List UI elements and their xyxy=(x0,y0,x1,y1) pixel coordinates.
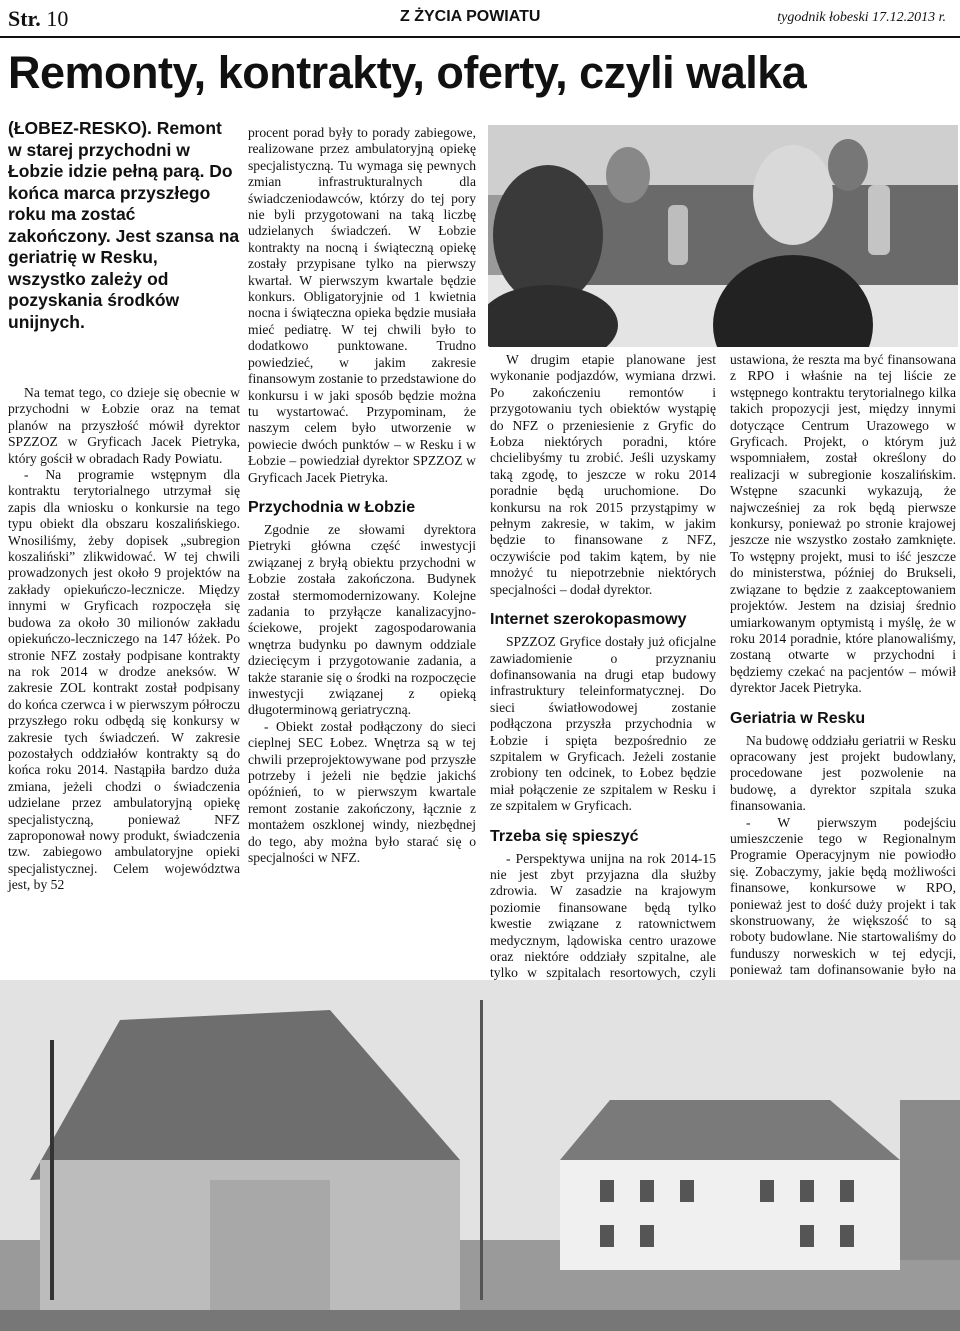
paragraph: Na temat tego, co dzieje się obecnie w przychodni w Łobzie oraz na temat planów na przyszłość mówił dyrektor SPZZOZ w Gryficach Jacek Pietryka, który gościł w obradach Rady Powiatu. xyxy=(8,385,240,466)
building-photo-image xyxy=(0,980,960,1331)
subhead-trzeba: Trzeba się spieszyć xyxy=(490,827,639,845)
paragraph: SPZZOZ Gryfice dostały już oficjalne zawiadomienie o przyznaniu dofinansowania na drugi etap budowy infrastruktury teleinformatycznej. Do sieci światłowodowej zostanie podłączona przyszła przychodnia w Łobzie i spięta bezpośrednio ze szpitalem w Gryficach. Jeżeli zostanie zrobiony ten odcinek, to Łobez będzie miał połączenie ze szpitalem w Resku i ze szpitalem w Gryficach. xyxy=(490,634,716,814)
paragraph: ustawiona, że reszta ma być finansowana z RPO i właśnie na tej liście ze wstępnego kontraktu terytorialnego kilka takich propozycji jest, między innymi dotyczące Centrum Urazowego w Gryficach. Projekt, o którym już wspomniałem, został określony do realizacji w subregionie koszalińskim. Wstępne szacunki wykazują, że najwcześniej za rok będą pierwsze konkursy, ponieważ po stronie krajowej jeszcze nie wszystko zostało zamknięte. To wstępny projekt, musi to iść jeszcze do ministerstwa, później do Brukseli, związane to będzie z zaakceptowaniem projektów. Jestem na dzisiaj średnio umiarkowanym optymistą i myślę, że w roku 2014 poradnie, które planowaliśmy, zostaną otwarte w przychodni i będziemy czekać na pacjentów – mówił dyrektor Jacek Pietryka. xyxy=(730,352,956,696)
building-photo xyxy=(0,980,960,1331)
page-prefix: Str. xyxy=(8,6,41,31)
paragraph: - Obiekt został podłączony do sieci cieplnej SEC Łobez. Wnętrza są w tej chwili przeprojektowywane pod przyszłe potrzeby i jeżeli nie będzie jakichś opóźnień, to w pierwszym kwartale remont zostanie zakończony, łącznie z montażem oszklonej windy, niezbędnej do tego, aby można było starać się o specjalności w NFZ. xyxy=(248,718,476,866)
meeting-photo-image xyxy=(488,125,958,347)
paragraph: procent porad były to porady zabiegowe, realizowane przez ambulatoryjną opiekę specjalistyczną. Tu wymaga się pewnych zmian infrastrukturalnych dla świadczeniodawców, którzy do tej pory nie byli przygotowani na taką liczbę udzielanych świadczeń. W Łobzie kontrakty na nocną i świąteczną opiekę zostały przypisane tylko na pierwszy kwartał. W pierwszym kwartale będzie konkurs. Obligatoryjnie od 1 kwietnia nocna i świąteczna opieka będzie musiała mieć pediatrę. W tej chwili było to dodatkowo punktowane. Trudno powiedzieć, w jakim zakresie finansowym zostanie to przedstawione do konkursu i w jaki sposób będzie można tu wystartować. Przypominam, że naszym celem było utworzenie w powiecie dwóch punktów – w Resku i w Łobzie – powiedział dyrektor SPZZOZ w Gryficach Jacek Pietryka. xyxy=(248,125,477,485)
header-rule xyxy=(0,36,960,38)
subhead-geriatria: Geriatria w Resku xyxy=(730,709,866,727)
column-2 xyxy=(248,125,476,866)
paragraph: Zgodnie ze słowami dyrektora Pietryki główna część inwestycji związanej z bryłą obiektu przychodni w Łobzie została zakończona. Budynek został stermomodernizowany. Kolejne zadania to przyłącze kanalizacyjno-ściekowe, projekt zagospodarowania wnętrza budynku po dawnym oddziale dziecięcym i przygotowanie zadania, a także staranie się o środki na rozpoczęcie inwestycji związanej z opieką długoterminową geriatryczną. xyxy=(248,521,476,718)
section-title: Z ŻYCIA POWIATU xyxy=(400,8,541,25)
paragraph: W drugim etapie planowane jest wykonanie podjazdów, wymiana drzwi. Po zakończeniu remontów i przygotowaniu tych obiektów wystąpię do NFZ o przeniesienie z Gryfic do Łobza niektórych poradni, które chcielibyśmy tu zrobić. Jeśli uzyskamy taką zgodę, to jeszcze w roku 2014 poradnie będą uruchomione. Do konkursu na rok 2015 przystąpimy w pełnym zakresie, w takim, w jakim będzie to finansowane z NFZ, oczywiście pod takim kątem, by nie mnożyć tu niepotrzebnie niektórych specjalności – dodał dyrektor. xyxy=(490,352,716,597)
column-4 xyxy=(730,352,956,1028)
subhead-przychodnia: Przychodnia w Łobzie xyxy=(248,498,416,516)
page-number xyxy=(8,6,68,32)
subhead-internet: Internet szerokopasmowy xyxy=(490,611,687,629)
page-header xyxy=(0,0,960,40)
column-3 xyxy=(490,352,716,1031)
paragraph: Na budowę oddziału geriatrii w Resku opracowany jest projekt budowlany, procedowane jest pozwolenie na budowę, a dyrektor szpitala szuka finansowania. xyxy=(730,732,956,814)
column-1 xyxy=(8,385,240,894)
page-number-value: 10 xyxy=(46,6,69,31)
paragraph: - Na programie wstępnym dla kontraktu terytorialnego utrzymał się zapis dla wniosku o konkursie na tego typu obiekt dla obszaru koszalińskiego. Wnosiliśmy, żeby dopisek „subregion koszaliński” zlikwidować. W tej chwili prowadzonych jest około 9 projektów na zakłady opiekuńczo-lecznicze. Między innymi w Gryficach rozpoczęła się budowa za około 30 milionów zakładu opiekuńczo-leczniczego na 147 łóżek. Po stronie NFZ zostały podpisane kontrakty na rok 2014 w drodze aneksów. W zakresie ZOL kontrakt został podpisany do końca czerwca i w pierwszym półroczu przyszłego roku odbędą się konkursy w zakresie tych świadczeń. W zakresie pozostałych oddziałów kontrakty są do końca roku 2014. Nastąpiła bardzo duża zmiana, jeżeli chodzi o świadczenia udzielane przez ambulatoryjną opiekę specjalistyczną, ponieważ NFZ zaproponował nowy produkt, świadczenia tzw. zabiegowo ambulatoryjne opieki specjalistycznej. Celem województwa jest, by 52 xyxy=(8,467,240,893)
paragraph: - W pierwszym podejściu umieszczenie tego w Regionalnym Programie Operacyjnym nie powiodło się. Zobaczymy, jakie będą możliwości finansowe, konkursowe w RPO, ponieważ jest to dość duży projekt i tak skonstruowany, że większość to są roboty budowlane. Nie startowaliśmy do funduszy norweskich w tej edycji, ponieważ tam dofinansowanie było na xyxy=(730,814,956,978)
edition-date: tygodnik łobeski 17.12.2013 r. xyxy=(777,10,946,25)
meeting-photo xyxy=(488,125,958,347)
article-headline: Remonty, kontrakty, oferty, czyli walka xyxy=(8,47,807,98)
article-lead: (ŁOBEZ-RESKO). Remont w starej przychodni w Łobzie idzie pełną parą. Do końca marca przyszłego roku ma zostać zakończony. Jest szansa na geriatrię w Resku, wszystko zależy od pozyskania środków unijnych. xyxy=(8,118,240,332)
paragraph: - Perspektywa unijna na rok 2014-15 nie jest zbyt przyjazna dla służby zdrowia. W zasadzie na krajowym poziomie finansowane będą tylko kwestie związane z ratownictwem medycznym, lądowiska centro urazowe oraz niektóre oddziały szpitalne, ale tylko w szpitalach resortowych, czyli xyxy=(490,850,716,981)
